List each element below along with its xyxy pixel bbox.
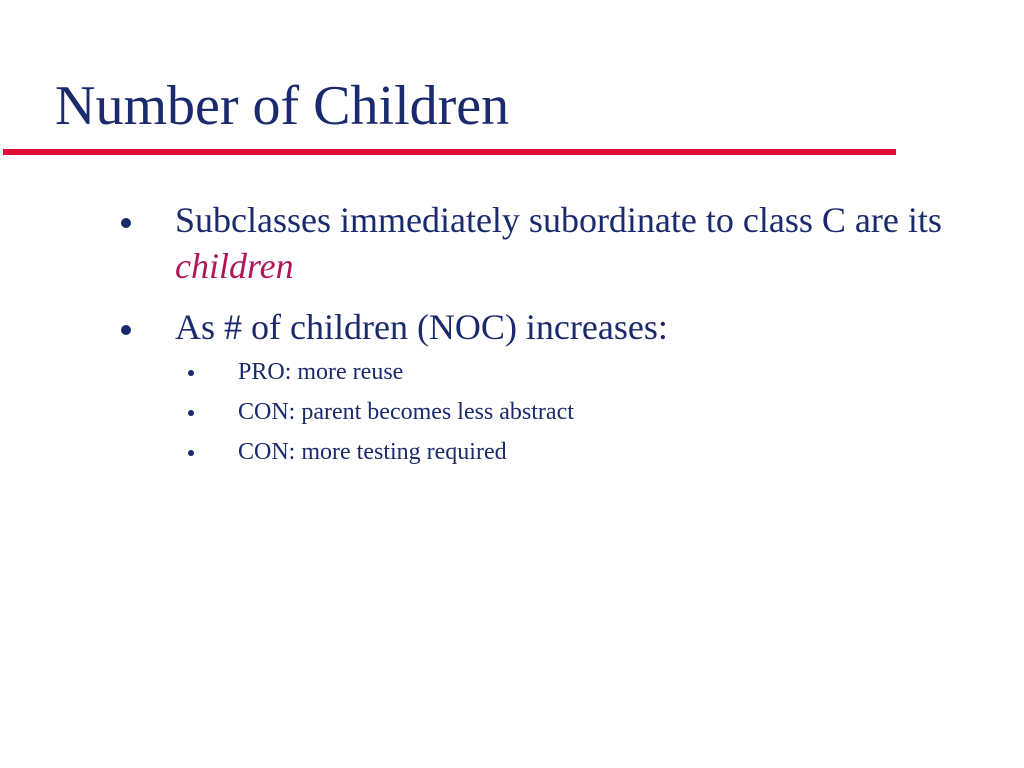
sub-bullet-text: CON: parent becomes less abstract bbox=[238, 399, 574, 425]
sub-bullet-dot-icon bbox=[188, 410, 194, 416]
bullet-dot-icon bbox=[121, 218, 131, 228]
sub-bullet-text: PRO: more reuse bbox=[238, 359, 404, 385]
bullet-text-emphasis: children bbox=[175, 246, 294, 286]
sub-bullet-text: CON: more testing required bbox=[238, 439, 507, 465]
bullet-text-main: Subclasses immediately subordinate to class C are its bbox=[175, 200, 942, 240]
bullet-text: As # of children (NOC) increases: bbox=[175, 307, 668, 347]
slide-title: Number of Children bbox=[55, 75, 510, 137]
bullet-dot-icon bbox=[121, 325, 131, 335]
sub-bullet-dot-icon bbox=[188, 370, 194, 376]
bullet-text bbox=[175, 197, 955, 289]
sub-bullet-dot-icon bbox=[188, 450, 194, 456]
